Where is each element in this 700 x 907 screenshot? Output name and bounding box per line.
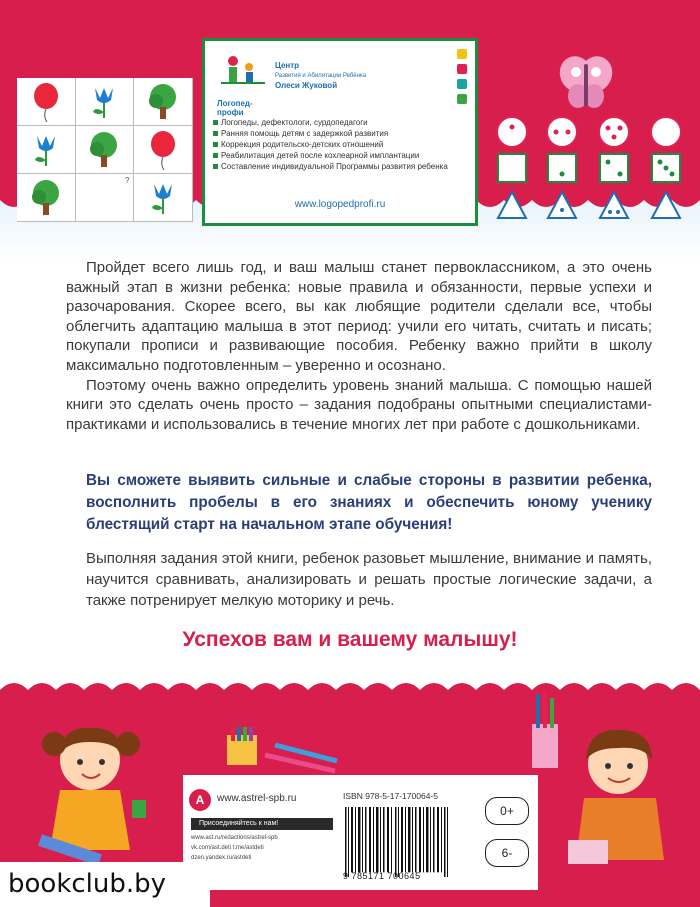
balloon-icon [31,82,61,122]
barcode [343,807,455,877]
link-item[interactable]: www.ast.ru/redactions/astrel-spb [191,835,278,841]
watermark: bookclub.by [0,862,210,907]
intro-paragraph-1: Пройдет всего лишь год, и ваш малыш станет первоклассником, а это очень важный этап в жизни ребенка: новые правила и обязанности, первые успехи и разочарования. Скорее всего, вы как любящие родители сделали все, чтобы облегчить адаптацию малыша в этот период: учили его читать, считать и писать; покупали прописи и развивающие пособия. Ребенку важно прийти в школу максимально подготовленным – уверенно и осознано. [66,259,652,374]
service-item: Логопеды, дефектологи, сурдопедагоги [213,117,463,128]
flower-icon [89,84,119,120]
barcode-number: 9 785171 700645 [343,871,421,881]
boy-illustration [548,720,700,870]
shapes-puzzle [492,114,692,224]
publisher-info-bar [183,775,538,890]
center-name [275,61,366,91]
yellow-square-icon [457,49,467,59]
publisher-logo: A [189,789,211,811]
intro-paragraph-2: Поэтому очень важно определить уровень знаний малыша. С помощью нашей книги это сделать очень просто – задания подобраны опытными специалистами-практиками и использовались в течение многих лет при работе с дошкольниками. [66,376,652,433]
crayons-illustration [225,725,345,775]
balloon-icon [148,130,178,170]
grid-cell-flower [134,174,193,222]
teal-square-icon [457,79,467,89]
service-item: Составление индивидуальной Программы развития ребенка [213,161,463,172]
grid-cell-tree [17,174,76,222]
isbn: ISBN 978-5-17-170064-5 [343,791,438,801]
center-url[interactable]: www.logopedprofi.ru [294,199,386,210]
link-item[interactable]: vk.com/ast.deti t.me/astdeti [191,845,264,851]
red-square-icon [457,64,467,74]
link-item[interactable]: dzen.yandex.ru/astdeti [191,855,252,861]
grid-cell-empty [76,174,135,222]
square-row [498,154,680,182]
service-item: Ранняя помощь детям с задержкой развития [213,128,463,139]
services-list [213,117,463,172]
skills-paragraph: Выполняя задания этой книги, ребенок разовьет мышление, внимание и память, научится сравнивать, анализировать и решать простые логические задачи, а также потренирует мелкую моторику и речь. [86,550,652,609]
grid-cell-tree [76,126,135,174]
center-owner: Олеси Жуковой [275,81,338,90]
triangle-row [498,192,680,218]
bottom-scallop-edge [0,676,700,706]
age-rating-badge: 0+ [485,797,529,825]
grid-cell-balloon [17,78,76,126]
grid-cell-tree [134,78,193,126]
grid-cell-flower [17,126,76,174]
publisher-site[interactable]: www.astrel-spb.ru [217,793,297,804]
logo-text: Логопед-профи [217,99,253,117]
butterfly-icon [556,52,616,112]
center-subtitle: Развития и Абилитации Ребёнка [275,73,367,79]
girl-illustration [20,720,180,870]
publisher-links [191,833,278,863]
green-square-icon [457,94,467,104]
intro-text [66,258,652,434]
highlight-paragraph: Вы сможете выявить сильные и слабые стороны в развитии ребенка, восполнить пробелы в его знаниях и обеспечить юному ученику блестящий старт на начальном этапе обучения! [86,472,652,533]
tree-icon [29,179,63,217]
grid-cell-flower [76,78,135,126]
center-title: Центр [275,61,300,70]
center-info-box [202,38,478,226]
join-us-label: Присоединяйтесь к нам! [191,818,333,830]
grid-cell-balloon [134,126,193,174]
tree-icon [87,131,121,169]
picture-grid [17,78,193,222]
tree-icon [146,83,180,121]
service-item: Коррекция родительско-детских отношений [213,139,463,150]
flower-icon [31,132,61,168]
circle-row [497,117,681,147]
service-item: Реабилитация детей после кохлеарной имплантации [213,150,463,161]
question-mark: ? [124,176,130,185]
flower-icon [148,180,178,216]
slogan: Успехов вам и вашему малышу! [182,628,518,651]
age-rating-badge: 6- [485,839,529,867]
social-icons [457,49,467,104]
